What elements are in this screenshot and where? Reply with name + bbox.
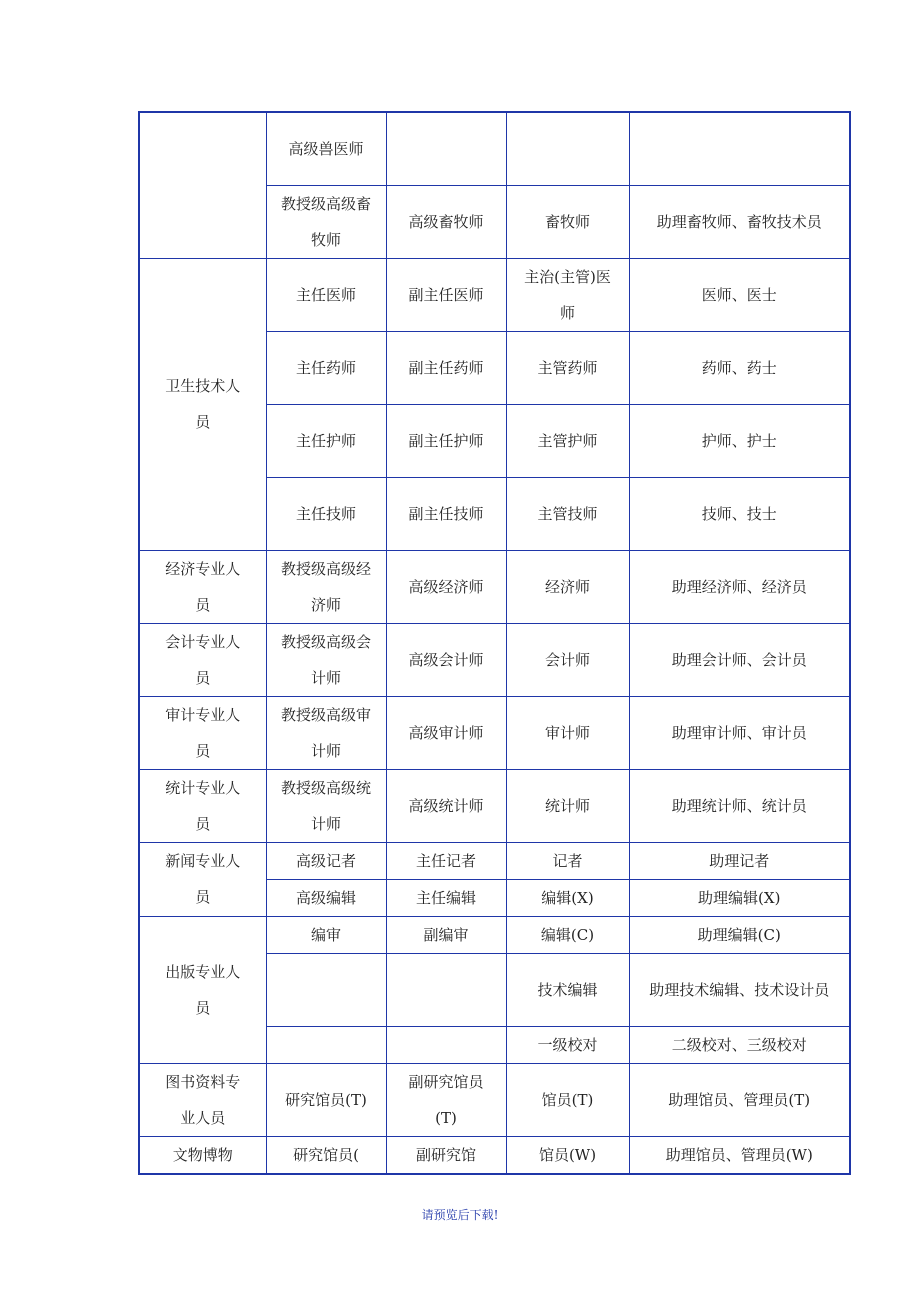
table-row xyxy=(139,916,850,953)
senior-title-cell: 教授级高级经济师 xyxy=(266,550,386,623)
category-cell: 出版专业人员 xyxy=(139,916,266,1063)
category-cell: 新闻专业人员 xyxy=(139,842,266,916)
intermediate-title-cell: 记者 xyxy=(506,842,629,879)
junior-title-cell xyxy=(629,112,850,185)
intermediate-title-cell: 畜牧师 xyxy=(506,185,629,258)
table-row xyxy=(139,769,850,842)
intermediate-title-cell xyxy=(506,112,629,185)
job-title-table xyxy=(138,111,851,1175)
associate-title-cell: 高级会计师 xyxy=(386,623,506,696)
junior-title-cell: 助理编辑(X) xyxy=(629,879,850,916)
junior-title-cell: 药师、药士 xyxy=(629,331,850,404)
senior-title-cell: 主任医师 xyxy=(266,258,386,331)
junior-title-cell: 助理记者 xyxy=(629,842,850,879)
senior-title-cell xyxy=(266,1026,386,1063)
table-row xyxy=(139,112,850,185)
junior-title-cell: 护师、护士 xyxy=(629,404,850,477)
senior-title-cell: 高级记者 xyxy=(266,842,386,879)
category-cell: 图书资料专业人员 xyxy=(139,1063,266,1136)
senior-title-cell: 主任技师 xyxy=(266,477,386,550)
senior-title-cell xyxy=(266,953,386,1026)
intermediate-title-cell: 编辑(X) xyxy=(506,879,629,916)
junior-title-cell: 助理经济师、经济员 xyxy=(629,550,850,623)
associate-title-cell: 高级畜牧师 xyxy=(386,185,506,258)
senior-title-cell: 编审 xyxy=(266,916,386,953)
senior-title-cell: 教授级高级会计师 xyxy=(266,623,386,696)
intermediate-title-cell: 馆员(T) xyxy=(506,1063,629,1136)
table-row xyxy=(139,550,850,623)
senior-title-cell: 教授级高级统计师 xyxy=(266,769,386,842)
associate-title-cell: 高级统计师 xyxy=(386,769,506,842)
associate-title-cell: 副研究馆员(T) xyxy=(386,1063,506,1136)
intermediate-title-cell: 一级校对 xyxy=(506,1026,629,1063)
intermediate-title-cell: 审计师 xyxy=(506,696,629,769)
junior-title-cell: 二级校对、三级校对 xyxy=(629,1026,850,1063)
associate-title-cell: 副主任药师 xyxy=(386,331,506,404)
intermediate-title-cell: 经济师 xyxy=(506,550,629,623)
associate-title-cell xyxy=(386,953,506,1026)
category-cell: 文物博物 xyxy=(139,1136,266,1174)
intermediate-title-cell: 主管护师 xyxy=(506,404,629,477)
category-cell: 审计专业人员 xyxy=(139,696,266,769)
intermediate-title-cell: 统计师 xyxy=(506,769,629,842)
associate-title-cell: 高级审计师 xyxy=(386,696,506,769)
associate-title-cell: 副研究馆 xyxy=(386,1136,506,1174)
senior-title-cell: 教授级高级审计师 xyxy=(266,696,386,769)
junior-title-cell: 助理统计师、统计员 xyxy=(629,769,850,842)
senior-title-cell: 研究馆员( xyxy=(266,1136,386,1174)
intermediate-title-cell: 会计师 xyxy=(506,623,629,696)
footer-note: 请预览后下载! xyxy=(421,1208,499,1222)
category-cell: 统计专业人员 xyxy=(139,769,266,842)
junior-title-cell: 医师、医士 xyxy=(629,258,850,331)
junior-title-cell: 助理畜牧师、畜牧技术员 xyxy=(629,185,850,258)
associate-title-cell: 副编审 xyxy=(386,916,506,953)
table-row xyxy=(139,258,850,331)
intermediate-title-cell: 编辑(C) xyxy=(506,916,629,953)
associate-title-cell: 主任编辑 xyxy=(386,879,506,916)
senior-title-cell: 研究馆员(T) xyxy=(266,1063,386,1136)
intermediate-title-cell: 主治(主管)医师 xyxy=(506,258,629,331)
junior-title-cell: 助理会计师、会计员 xyxy=(629,623,850,696)
senior-title-cell: 主任护师 xyxy=(266,404,386,477)
table-row xyxy=(139,696,850,769)
senior-title-cell: 高级兽医师 xyxy=(266,112,386,185)
category-cell xyxy=(139,112,266,258)
junior-title-cell: 助理技术编辑、技术设计员 xyxy=(629,953,850,1026)
category-cell: 经济专业人员 xyxy=(139,550,266,623)
table-row xyxy=(139,1136,850,1174)
associate-title-cell xyxy=(386,112,506,185)
table-row xyxy=(139,1063,850,1136)
category-cell: 会计专业人员 xyxy=(139,623,266,696)
intermediate-title-cell: 主管药师 xyxy=(506,331,629,404)
junior-title-cell: 助理馆员、管理员(T) xyxy=(629,1063,850,1136)
intermediate-title-cell: 技术编辑 xyxy=(506,953,629,1026)
associate-title-cell: 高级经济师 xyxy=(386,550,506,623)
senior-title-cell: 教授级高级畜牧师 xyxy=(266,185,386,258)
category-cell: 卫生技术人员 xyxy=(139,258,266,550)
senior-title-cell: 高级编辑 xyxy=(266,879,386,916)
senior-title-cell: 主任药师 xyxy=(266,331,386,404)
associate-title-cell: 副主任护师 xyxy=(386,404,506,477)
associate-title-cell: 副主任医师 xyxy=(386,258,506,331)
associate-title-cell: 主任记者 xyxy=(386,842,506,879)
junior-title-cell: 技师、技士 xyxy=(629,477,850,550)
table-row xyxy=(139,842,850,879)
junior-title-cell: 助理编辑(C) xyxy=(629,916,850,953)
associate-title-cell xyxy=(386,1026,506,1063)
intermediate-title-cell: 馆员(W) xyxy=(506,1136,629,1174)
table-row xyxy=(139,623,850,696)
associate-title-cell: 副主任技师 xyxy=(386,477,506,550)
intermediate-title-cell: 主管技师 xyxy=(506,477,629,550)
junior-title-cell: 助理馆员、管理员(W) xyxy=(629,1136,850,1174)
junior-title-cell: 助理审计师、审计员 xyxy=(629,696,850,769)
